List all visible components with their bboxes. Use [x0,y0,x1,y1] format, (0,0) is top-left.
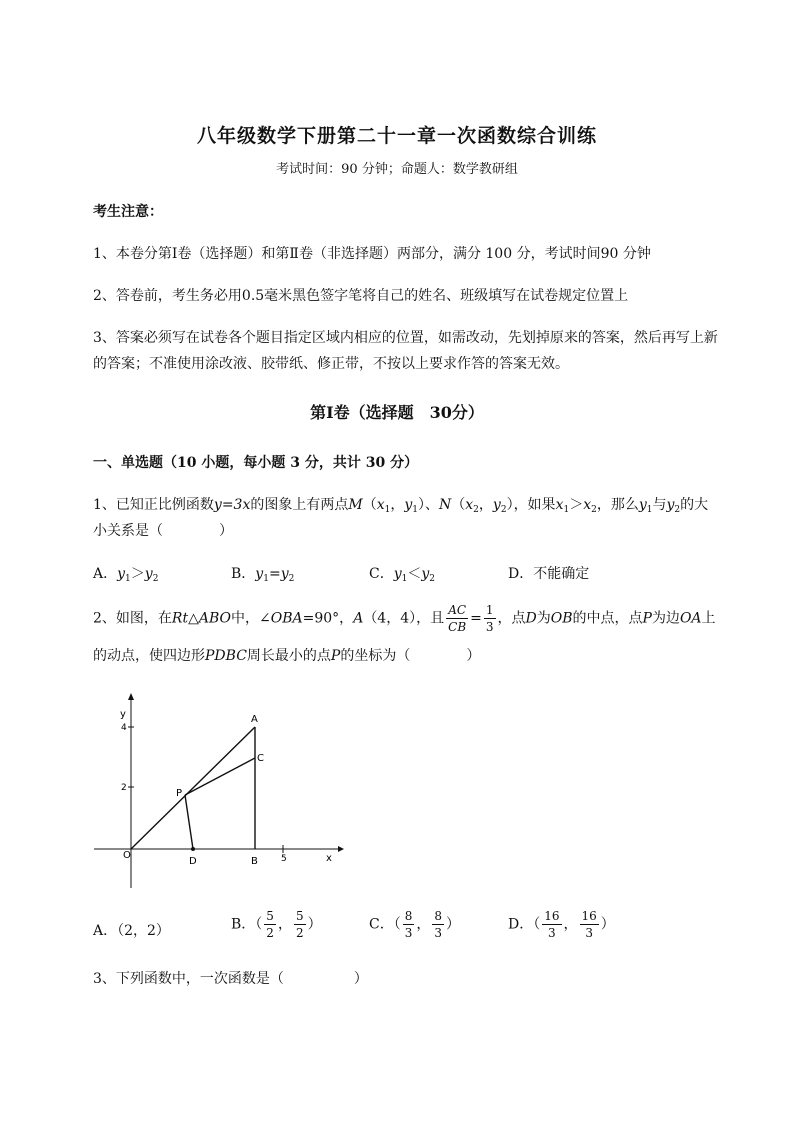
x-axis-arrow [338,846,344,852]
one-third-fraction: $\frac{1}{3}$ [485,603,494,634]
label-B: B [251,856,258,867]
y-axis-arrow [128,693,134,700]
label-tick-y4: 4 [121,723,127,733]
q2-option-a[interactable]: A．（2，2） [93,923,170,939]
coordinate-figure [90,690,350,895]
section-title: 第Ⅰ卷（选择题 30分） [310,403,484,422]
label-C: C [257,753,264,764]
ratio-fraction: $\frac{AC}{CB}$ [448,603,467,634]
question-1-line-1: 1、已知正比例函数y=3x的图象上有两点$M(x_1$，$y_1$）、$N(x_2$，$y_2$），如果$x_1>x_2$，那么$y_1$与$y_2$的大 [93,497,709,515]
label-y-axis: y [120,709,126,720]
label-D: D [189,856,197,867]
part-heading: 一、单选题（10 小题，每小题 3 分，共计 30 分） [93,455,419,471]
label-tick-y2: 2 [121,783,127,793]
question-3: 3、下列函数中，一次函数是（ ） [93,971,368,987]
notice-item-3: 3、答案必须写在试卷各个题目指定区域内相应的位置，如需改动，先划掉原来的答案，然后再写上新 [93,330,718,346]
question-1-line-2: 小关系是（ ） [93,523,233,539]
notice-heading: 考生注意： [93,204,163,220]
page-subtitle: 考试时间：90 分钟；命题人：数学教研组 [276,162,518,177]
q1-option-c[interactable]: C．$y_1<y_2$ [369,566,436,584]
notice-item-2: 2、答卷前，考生务必用0.5毫米黑色签字笔将自己的姓名、班级填写在试卷规定位置上 [93,288,629,304]
q1-option-a[interactable]: A．$y_1>y_2$ [93,566,159,584]
label-P: P [176,788,183,799]
label-tick-x5: 5 [281,854,287,864]
q1-option-b[interactable]: B．$y_1=y_2$ [231,566,295,584]
notice-item-3-cont: 的答案；不准使用涂改液、胶带纸、修正带，不按以上要求作答的答案无效。 [93,356,569,372]
segment-OA [131,727,255,849]
q2-option-b[interactable]: B．（ $\frac{5}{2}$ ， $\frac{5}{2}$ ） [231,909,322,940]
label-x-axis: x [326,853,332,864]
q2-option-c[interactable]: C．（ $\frac{8}{3}$ ， $\frac{8}{3}$ ） [369,909,460,940]
label-A: A [251,714,258,725]
page-title: 八年级数学下册第二十一章一次函数综合训练 [196,125,597,147]
segment-PD [185,795,193,849]
q1-option-d[interactable]: D．不能确定 [508,566,590,582]
question-2-line-2: 的动点，使四边形PDBC周长最小的点P的坐标为（ ） [93,648,481,664]
notice-item-1: 1、本卷分第Ⅰ卷（选择题）和第Ⅱ卷（非选择题）两部分，满分 100 分，考试时间90 分钟 [93,246,651,262]
segment-PC [185,758,255,795]
point-D-dot [191,847,195,851]
q2-option-d[interactable]: D．（ $\frac{16}{3}$ ， $\frac{16}{3}$ ） [508,909,615,940]
question-2-line-1: 2、如图，在Rt△ABO中，∠OBA=90°，A（4，4），且 $\frac{AC}{CB}$ = $\frac{1}{3}$ ，点D为OB的中点，点P为边OA上 [93,603,716,634]
label-O: O [123,850,131,861]
